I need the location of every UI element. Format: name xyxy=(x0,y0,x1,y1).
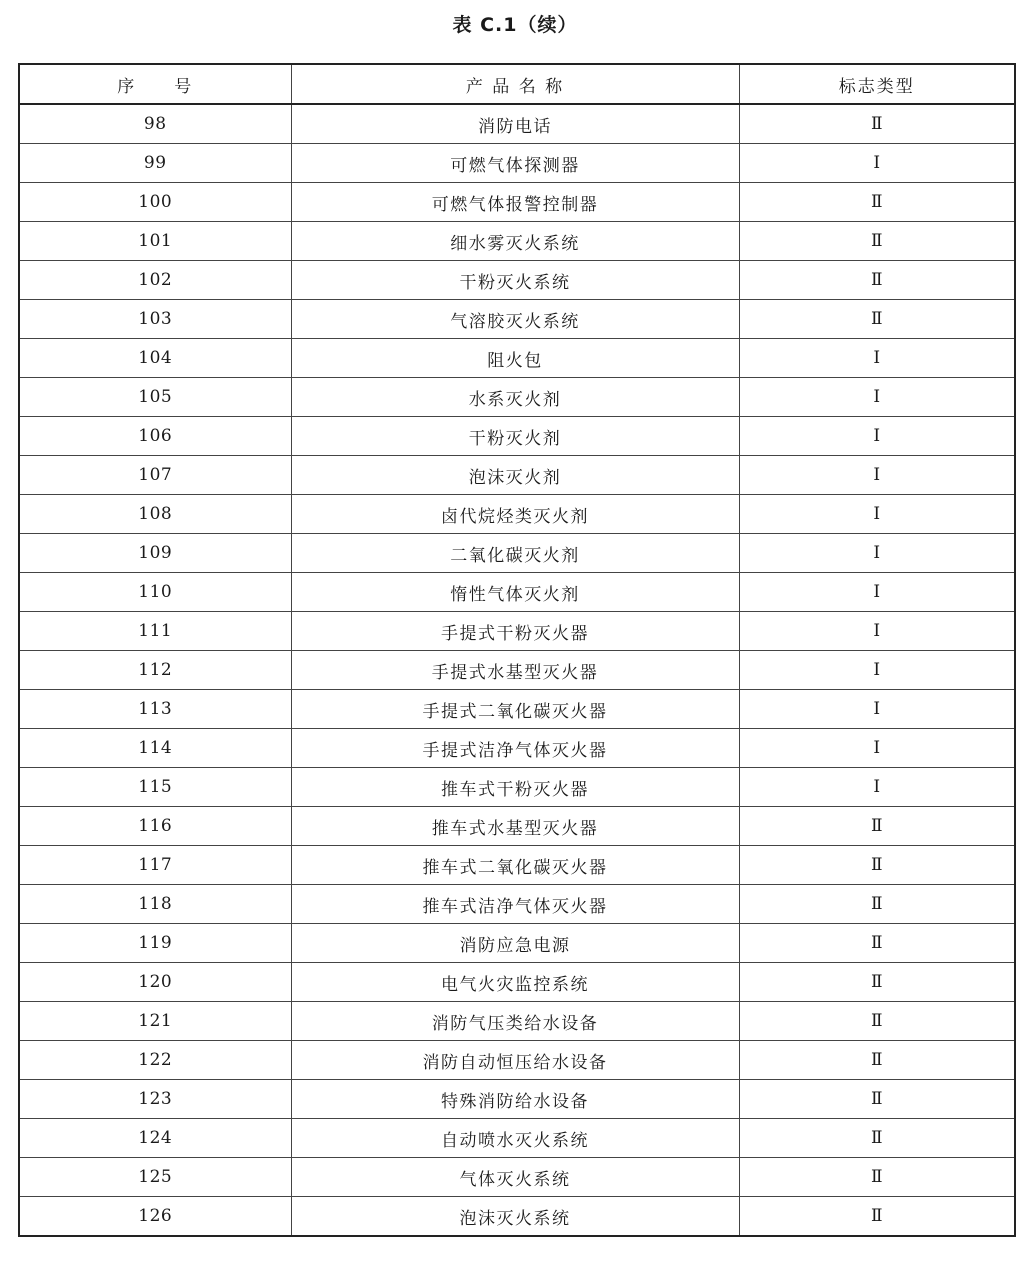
marking-type-cell: Ⅰ xyxy=(739,729,1015,768)
marking-type-cell: Ⅱ xyxy=(739,1158,1015,1197)
table-row xyxy=(19,378,1015,417)
table-row xyxy=(19,417,1015,456)
product-name-cell: 气溶胶灭火系统 xyxy=(291,300,739,339)
marking-type-cell: Ⅱ xyxy=(739,885,1015,924)
serial-number-cell: 104 xyxy=(19,339,291,378)
table-row xyxy=(19,1041,1015,1080)
marking-type-cell: Ⅱ xyxy=(739,807,1015,846)
product-name-cell: 电气火灾监控系统 xyxy=(291,963,739,1002)
product-name-cell: 手提式洁净气体灭火器 xyxy=(291,729,739,768)
table-row xyxy=(19,144,1015,183)
marking-type-cell: Ⅱ xyxy=(739,1041,1015,1080)
product-name-cell: 干粉灭火剂 xyxy=(291,417,739,456)
marking-type-cell: Ⅰ xyxy=(739,144,1015,183)
product-name-cell: 推车式干粉灭火器 xyxy=(291,768,739,807)
serial-number-cell: 116 xyxy=(19,807,291,846)
serial-number-cell: 125 xyxy=(19,1158,291,1197)
serial-number-cell: 126 xyxy=(19,1197,291,1237)
product-name-cell: 手提式水基型灭火器 xyxy=(291,651,739,690)
column-header-serial-number: 序 号 xyxy=(19,64,291,104)
serial-number-cell: 118 xyxy=(19,885,291,924)
marking-type-cell: Ⅱ xyxy=(739,1119,1015,1158)
serial-number-cell: 121 xyxy=(19,1002,291,1041)
product-name-cell: 卤代烷烃类灭火剂 xyxy=(291,495,739,534)
serial-number-cell: 124 xyxy=(19,1119,291,1158)
table-row xyxy=(19,651,1015,690)
product-name-cell: 特殊消防给水设备 xyxy=(291,1080,739,1119)
product-name-cell: 消防电话 xyxy=(291,104,739,144)
table-row xyxy=(19,1197,1015,1237)
marking-type-cell: Ⅱ xyxy=(739,300,1015,339)
marking-type-cell: Ⅱ xyxy=(739,1002,1015,1041)
marking-type-cell: Ⅱ xyxy=(739,963,1015,1002)
table-row xyxy=(19,104,1015,144)
serial-number-cell: 108 xyxy=(19,495,291,534)
table-row xyxy=(19,846,1015,885)
product-marking-table xyxy=(18,63,1016,1237)
marking-type-cell: Ⅰ xyxy=(739,690,1015,729)
product-name-cell: 自动喷水灭火系统 xyxy=(291,1119,739,1158)
table-row xyxy=(19,495,1015,534)
table-row xyxy=(19,924,1015,963)
marking-type-cell: Ⅱ xyxy=(739,1197,1015,1237)
product-name-cell: 消防应急电源 xyxy=(291,924,739,963)
serial-number-cell: 109 xyxy=(19,534,291,573)
serial-number-cell: 107 xyxy=(19,456,291,495)
serial-number-cell: 113 xyxy=(19,690,291,729)
table-row xyxy=(19,1002,1015,1041)
product-name-cell: 消防自动恒压给水设备 xyxy=(291,1041,739,1080)
table-row xyxy=(19,807,1015,846)
serial-number-cell: 120 xyxy=(19,963,291,1002)
serial-number-cell: 99 xyxy=(19,144,291,183)
table-row xyxy=(19,534,1015,573)
serial-number-cell: 105 xyxy=(19,378,291,417)
table-row xyxy=(19,183,1015,222)
product-name-cell: 消防气压类给水设备 xyxy=(291,1002,739,1041)
product-name-cell: 二氧化碳灭火剂 xyxy=(291,534,739,573)
marking-type-cell: Ⅰ xyxy=(739,339,1015,378)
table-row xyxy=(19,963,1015,1002)
product-name-cell: 干粉灭火系统 xyxy=(291,261,739,300)
product-name-cell: 可燃气体报警控制器 xyxy=(291,183,739,222)
header-row xyxy=(19,64,1015,104)
table-row xyxy=(19,222,1015,261)
marking-type-cell: Ⅰ xyxy=(739,612,1015,651)
serial-number-cell: 112 xyxy=(19,651,291,690)
table-row xyxy=(19,1080,1015,1119)
table-row xyxy=(19,1119,1015,1158)
serial-number-cell: 115 xyxy=(19,768,291,807)
table-row xyxy=(19,885,1015,924)
column-header-marking-type: 标志类型 xyxy=(739,64,1015,104)
product-name-cell: 推车式水基型灭火器 xyxy=(291,807,739,846)
marking-type-cell: Ⅰ xyxy=(739,651,1015,690)
table-body xyxy=(19,104,1015,1236)
serial-number-cell: 123 xyxy=(19,1080,291,1119)
product-name-cell: 推车式洁净气体灭火器 xyxy=(291,885,739,924)
product-name-cell: 手提式干粉灭火器 xyxy=(291,612,739,651)
product-name-cell: 手提式二氧化碳灭火器 xyxy=(291,690,739,729)
product-name-cell: 水系灭火剂 xyxy=(291,378,739,417)
serial-number-cell: 101 xyxy=(19,222,291,261)
marking-type-cell: Ⅱ xyxy=(739,1080,1015,1119)
product-name-cell: 可燃气体探测器 xyxy=(291,144,739,183)
serial-number-cell: 110 xyxy=(19,573,291,612)
table-title: 表 C.1（续） xyxy=(452,14,578,36)
product-name-cell: 阻火包 xyxy=(291,339,739,378)
column-header-product-name: 产 品 名 称 xyxy=(291,64,739,104)
product-name-cell: 泡沫灭火系统 xyxy=(291,1197,739,1237)
serial-number-cell: 111 xyxy=(19,612,291,651)
product-name-cell: 泡沫灭火剂 xyxy=(291,456,739,495)
serial-number-cell: 114 xyxy=(19,729,291,768)
marking-type-cell: Ⅰ xyxy=(739,534,1015,573)
table-row xyxy=(19,300,1015,339)
serial-number-cell: 106 xyxy=(19,417,291,456)
serial-number-cell: 102 xyxy=(19,261,291,300)
marking-type-cell: Ⅱ xyxy=(739,924,1015,963)
table-row xyxy=(19,339,1015,378)
marking-type-cell: Ⅰ xyxy=(739,378,1015,417)
product-name-cell: 细水雾灭火系统 xyxy=(291,222,739,261)
product-name-cell: 惰性气体灭火剂 xyxy=(291,573,739,612)
marking-type-cell: Ⅰ xyxy=(739,417,1015,456)
marking-type-cell: Ⅱ xyxy=(739,183,1015,222)
marking-type-cell: Ⅰ xyxy=(739,456,1015,495)
table-row xyxy=(19,261,1015,300)
marking-type-cell: Ⅱ xyxy=(739,846,1015,885)
marking-type-cell: Ⅱ xyxy=(739,222,1015,261)
marking-type-cell: Ⅰ xyxy=(739,573,1015,612)
serial-number-cell: 122 xyxy=(19,1041,291,1080)
table-header xyxy=(19,64,1015,104)
table-row xyxy=(19,612,1015,651)
marking-type-cell: Ⅱ xyxy=(739,104,1015,144)
serial-number-cell: 119 xyxy=(19,924,291,963)
table-row xyxy=(19,1158,1015,1197)
product-name-cell: 推车式二氧化碳灭火器 xyxy=(291,846,739,885)
product-name-cell: 气体灭火系统 xyxy=(291,1158,739,1197)
serial-number-cell: 117 xyxy=(19,846,291,885)
table-row xyxy=(19,729,1015,768)
table-row xyxy=(19,456,1015,495)
table-row xyxy=(19,768,1015,807)
serial-number-cell: 98 xyxy=(19,104,291,144)
serial-number-cell: 100 xyxy=(19,183,291,222)
table-row xyxy=(19,690,1015,729)
marking-type-cell: Ⅰ xyxy=(739,495,1015,534)
marking-type-cell: Ⅰ xyxy=(739,768,1015,807)
marking-type-cell: Ⅱ xyxy=(739,261,1015,300)
serial-number-cell: 103 xyxy=(19,300,291,339)
table-row xyxy=(19,573,1015,612)
